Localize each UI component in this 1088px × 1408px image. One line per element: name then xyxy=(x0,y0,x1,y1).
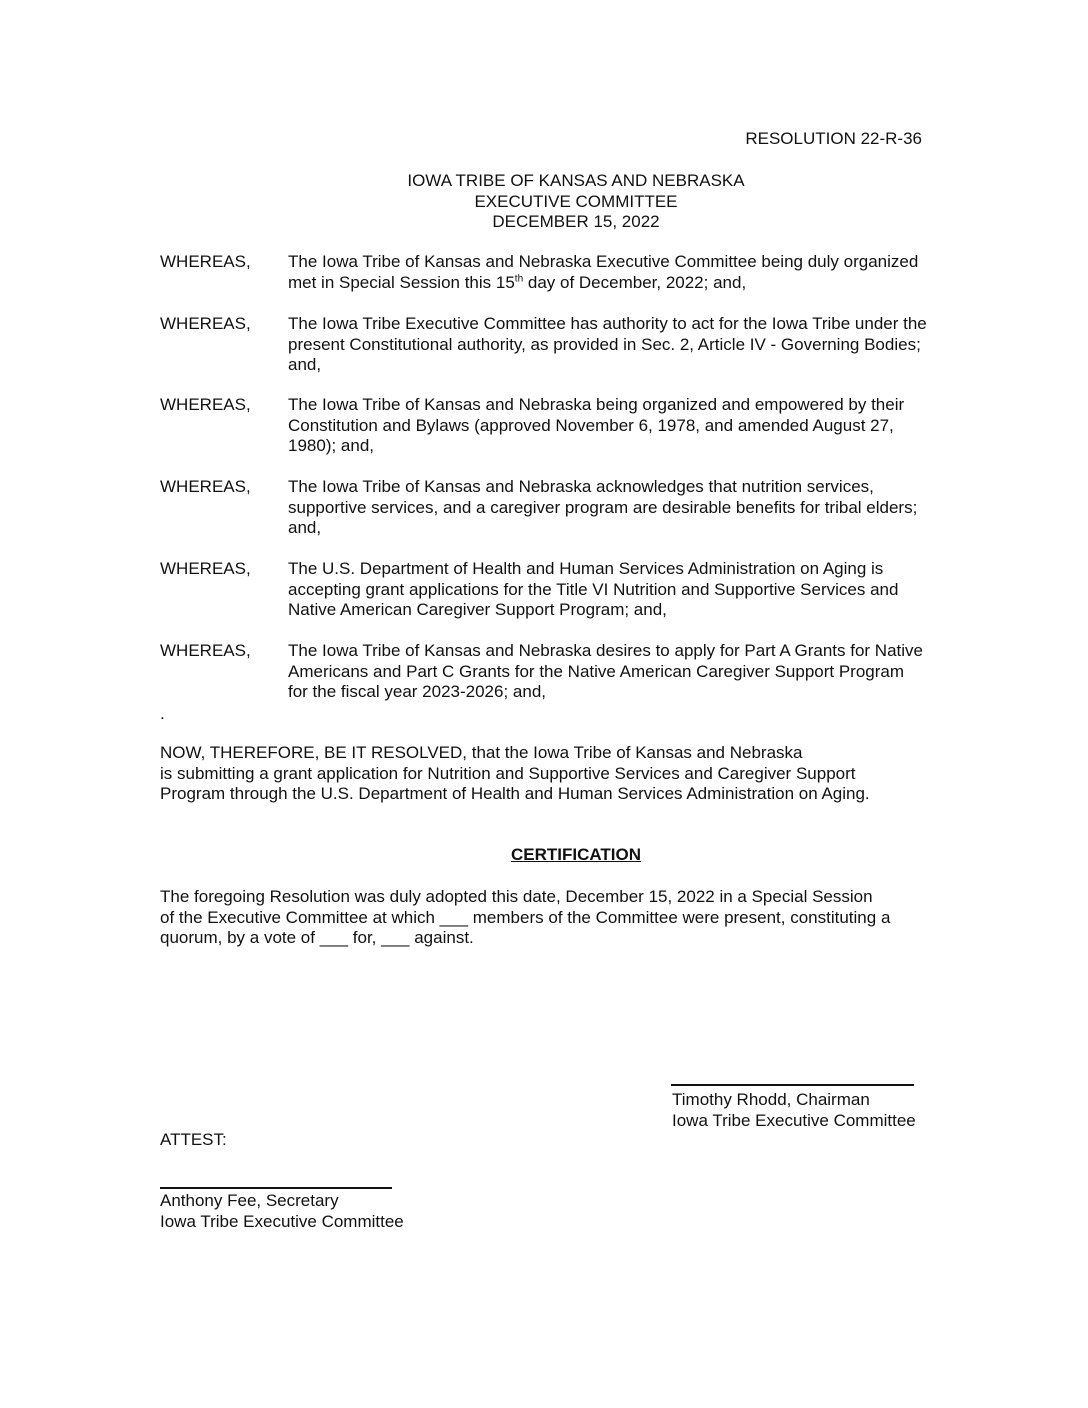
header-tribe-name: IOWA TRIBE OF KANSAS AND NEBRASKA xyxy=(407,171,745,190)
whereas-clause xyxy=(160,252,920,294)
chairman-signature-block xyxy=(672,1090,916,1131)
whereas-label: WHEREAS, xyxy=(160,314,251,333)
certification-paragraph xyxy=(160,887,960,949)
whereas-label: WHEREAS, xyxy=(160,252,251,271)
whereas-clause xyxy=(160,477,920,539)
certification-title: CERTIFICATION xyxy=(510,845,641,864)
chairman-organization: Iowa Tribe Executive Committee xyxy=(672,1110,916,1130)
whereas-label: WHEREAS, xyxy=(160,641,251,660)
certification-line: of the Executive Committee at which ___ members of the Committee were present, constituting a xyxy=(160,907,891,927)
attest-label: ATTEST: xyxy=(160,1130,227,1149)
secretary-name: Anthony Fee, Secretary xyxy=(160,1191,339,1210)
whereas-clause xyxy=(160,395,920,457)
whereas-text: The Iowa Tribe of Kansas and Nebraska Executive Committee being duly organized met in Special Session this 15th day of December, 2022; and, xyxy=(288,252,919,292)
secretary-organization: Iowa Tribe Executive Committee xyxy=(160,1211,404,1231)
secretary-signature-line xyxy=(160,1187,392,1189)
stray-period: . xyxy=(160,704,165,723)
whereas-text: The Iowa Tribe of Kansas and Nebraska acknowledges that nutrition services, supportive services, and a caregiver program are desirable benefits for tribal elders; and, xyxy=(288,477,918,538)
resolved-line: is submitting a grant application for Nutrition and Supportive Services and Caregiver Support xyxy=(160,763,856,783)
secretary-signature-block xyxy=(160,1191,404,1232)
resolution-number: RESOLUTION 22-R-36 xyxy=(745,129,922,148)
whereas-label: WHEREAS, xyxy=(160,559,251,578)
document-header xyxy=(160,171,992,233)
certification-line: quorum, by a vote of ___ for, ___ against. xyxy=(160,928,474,948)
whereas-text: The Iowa Tribe Executive Committee has authority to act for the Iowa Tribe under the present Constitutional authority, as provided in Sec. 2, Article IV - Governing Bodies; and, xyxy=(288,314,927,375)
resolved-paragraph xyxy=(160,743,940,805)
whereas-clause xyxy=(160,559,920,621)
header-committee: EXECUTIVE COMMITTEE xyxy=(474,191,678,211)
whereas-label: WHEREAS, xyxy=(160,395,251,414)
whereas-text: The Iowa Tribe of Kansas and Nebraska desires to apply for Part A Grants for Native Americans and Part C Grants for the Native American Caregiver Support Program for the fiscal year 2023-2026; and, xyxy=(288,641,923,702)
resolved-line: NOW, THEREFORE, BE IT RESOLVED, that the Iowa Tribe of Kansas and Nebraska xyxy=(160,743,803,762)
resolved-line: Program through the U.S. Department of Health and Human Services Administration on Aging. xyxy=(160,784,870,804)
whereas-label: WHEREAS, xyxy=(160,477,251,496)
whereas-text: The Iowa Tribe of Kansas and Nebraska being organized and empowered by their Constitution and Bylaws (approved November 6, 1978, and amended August 27, 1980); and, xyxy=(288,395,905,456)
whereas-clause xyxy=(160,641,923,703)
chairman-signature-line xyxy=(671,1084,914,1086)
chairman-name: Timothy Rhodd, Chairman xyxy=(672,1090,870,1109)
whereas-text: The U.S. Department of Health and Human Services Administration on Aging is accepting grant applications for the Title VI Nutrition and Supportive Services and Native American Caregiver Support Program; and, xyxy=(288,559,899,620)
certification-line: The foregoing Resolution was duly adopted this date, December 15, 2022 in a Special Session xyxy=(160,887,873,906)
header-date: DECEMBER 15, 2022 xyxy=(492,212,660,232)
whereas-clause xyxy=(160,314,927,376)
